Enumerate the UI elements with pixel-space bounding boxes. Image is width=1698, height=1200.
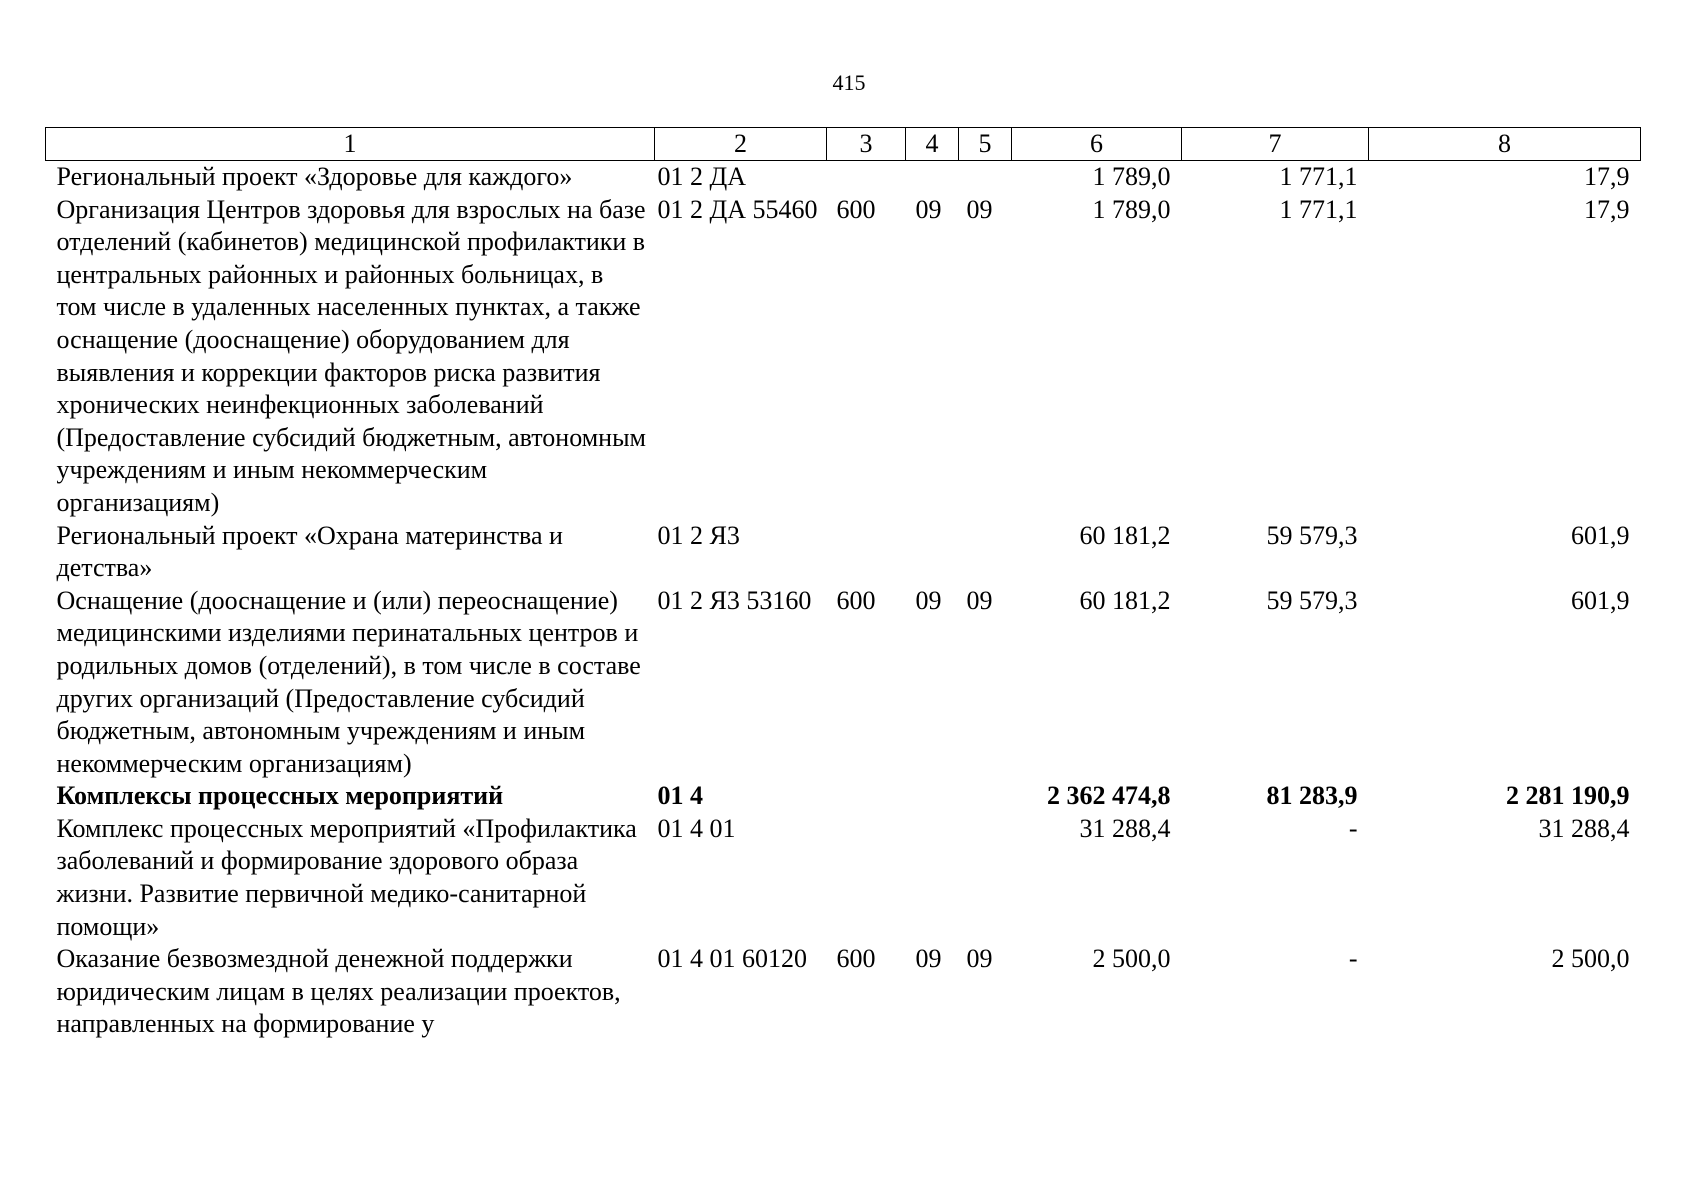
row-col-3: 600 bbox=[836, 585, 876, 615]
row-name: Оказание безвозмездной денежной поддержки юридическим лицам в целях реализации проектов, направленных на формирование у bbox=[56, 944, 621, 1039]
row-col-6: 1 789,0 bbox=[1092, 162, 1171, 191]
header-col-5: 5 bbox=[959, 128, 1012, 161]
row-name: Комплексы процессных мероприятий bbox=[56, 781, 504, 811]
table-row bbox=[46, 520, 1641, 585]
row-name: Организация Центров здоровья для взрослых на базе отделений (кабинетов) медицинской профилактики в центральных районных и районных больницах, в том числе в удаленных населенных пунктах, а также оснащение (дооснащение) оборудованием для выявления и коррекции факторов риска развития хронических неинфекционных заболеваний (Предоставление субсидий бюджетным, автономным учреждениям и иным некоммерческим организациям) bbox=[56, 194, 646, 517]
row-name: Комплекс процессных мероприятий «Профилактика заболеваний и формирование здорового образа жизни. Развитие первичной медико-санитарной помощи» bbox=[56, 813, 637, 941]
row-col-7: 81 283,9 bbox=[1266, 781, 1358, 811]
row-code: 01 2 Я3 bbox=[657, 520, 740, 550]
table-row bbox=[46, 943, 1641, 1041]
row-col-5 bbox=[959, 780, 1012, 813]
row-col-7: 1 771,1 bbox=[1279, 162, 1358, 191]
row-col-7: - bbox=[1348, 944, 1358, 974]
row-col-4 bbox=[906, 813, 959, 943]
header-col-1: 1 bbox=[46, 128, 655, 161]
row-col-5 bbox=[959, 520, 1012, 585]
header-col-6: 6 bbox=[1012, 128, 1182, 161]
header-col-2: 2 bbox=[655, 128, 827, 161]
row-col-4 bbox=[906, 161, 959, 194]
row-col-8: 31 288,4 bbox=[1538, 813, 1630, 843]
row-col-5: 09 bbox=[966, 944, 993, 974]
row-col-3 bbox=[827, 520, 906, 585]
table-row bbox=[46, 813, 1641, 943]
row-code: 01 2 ДА bbox=[657, 162, 747, 191]
row-name: Региональный проект «Охрана материнства и детства» bbox=[56, 520, 563, 583]
row-code: 01 2 Я3 53160 bbox=[657, 585, 812, 615]
row-code: 01 2 ДА 55460 bbox=[657, 194, 818, 224]
header-col-3: 3 bbox=[827, 128, 906, 161]
header-col-7: 7 bbox=[1182, 128, 1369, 161]
row-col-7: - bbox=[1348, 813, 1358, 843]
row-col-5: 09 bbox=[966, 194, 993, 224]
row-col-4: 09 bbox=[915, 585, 942, 615]
table-header bbox=[46, 128, 1641, 161]
row-col-8: 17,9 bbox=[1584, 162, 1630, 191]
budget-table bbox=[45, 127, 1641, 1041]
row-name: Оснащение (дооснащение и (или) переоснащение) медицинскими изделиями перинатальных центров и родильных домов (отделений), в том числе в составе других организаций (Предоставление субсидий бюджетным, автономным учреждениям и иным некоммерческим организациям) bbox=[56, 585, 641, 778]
row-col-4 bbox=[906, 520, 959, 585]
row-col-3 bbox=[827, 161, 906, 194]
row-col-6: 2 362 474,8 bbox=[1047, 781, 1171, 811]
row-col-7: 1 771,1 bbox=[1279, 194, 1358, 224]
row-col-8: 2 281 190,9 bbox=[1506, 781, 1630, 811]
row-col-4: 09 bbox=[915, 944, 942, 974]
row-col-8: 2 500,0 bbox=[1551, 944, 1630, 974]
table-row bbox=[46, 585, 1641, 781]
row-code: 01 4 01 60120 bbox=[657, 944, 807, 974]
table-row-subtotal bbox=[46, 780, 1641, 813]
row-col-3: 600 bbox=[836, 194, 876, 224]
row-col-4: 09 bbox=[915, 194, 942, 224]
row-col-3 bbox=[827, 780, 906, 813]
header-col-4: 4 bbox=[906, 128, 959, 161]
row-col-6: 60 181,2 bbox=[1079, 520, 1171, 550]
row-col-6: 2 500,0 bbox=[1092, 944, 1171, 974]
row-name: Региональный проект «Здоровье для каждого» bbox=[56, 162, 573, 191]
header-col-8: 8 bbox=[1369, 128, 1641, 161]
row-col-8: 601,9 bbox=[1571, 585, 1630, 615]
row-col-5 bbox=[959, 813, 1012, 943]
row-col-6: 60 181,2 bbox=[1079, 585, 1171, 615]
row-col-5 bbox=[959, 161, 1012, 194]
table-row bbox=[46, 161, 1641, 194]
page-number: 415 bbox=[832, 70, 866, 95]
row-col-8: 17,9 bbox=[1584, 194, 1630, 224]
row-col-3 bbox=[827, 813, 906, 943]
row-col-4 bbox=[906, 780, 959, 813]
row-col-6: 31 288,4 bbox=[1079, 813, 1171, 843]
row-code: 01 4 01 bbox=[657, 813, 736, 843]
row-col-3: 600 bbox=[836, 944, 876, 974]
row-col-8: 601,9 bbox=[1571, 520, 1630, 550]
row-col-6: 1 789,0 bbox=[1092, 194, 1171, 224]
row-code: 01 4 bbox=[657, 781, 703, 811]
table-row bbox=[46, 194, 1641, 520]
row-col-7: 59 579,3 bbox=[1266, 585, 1358, 615]
row-col-5: 09 bbox=[966, 585, 993, 615]
row-col-7: 59 579,3 bbox=[1266, 520, 1358, 550]
